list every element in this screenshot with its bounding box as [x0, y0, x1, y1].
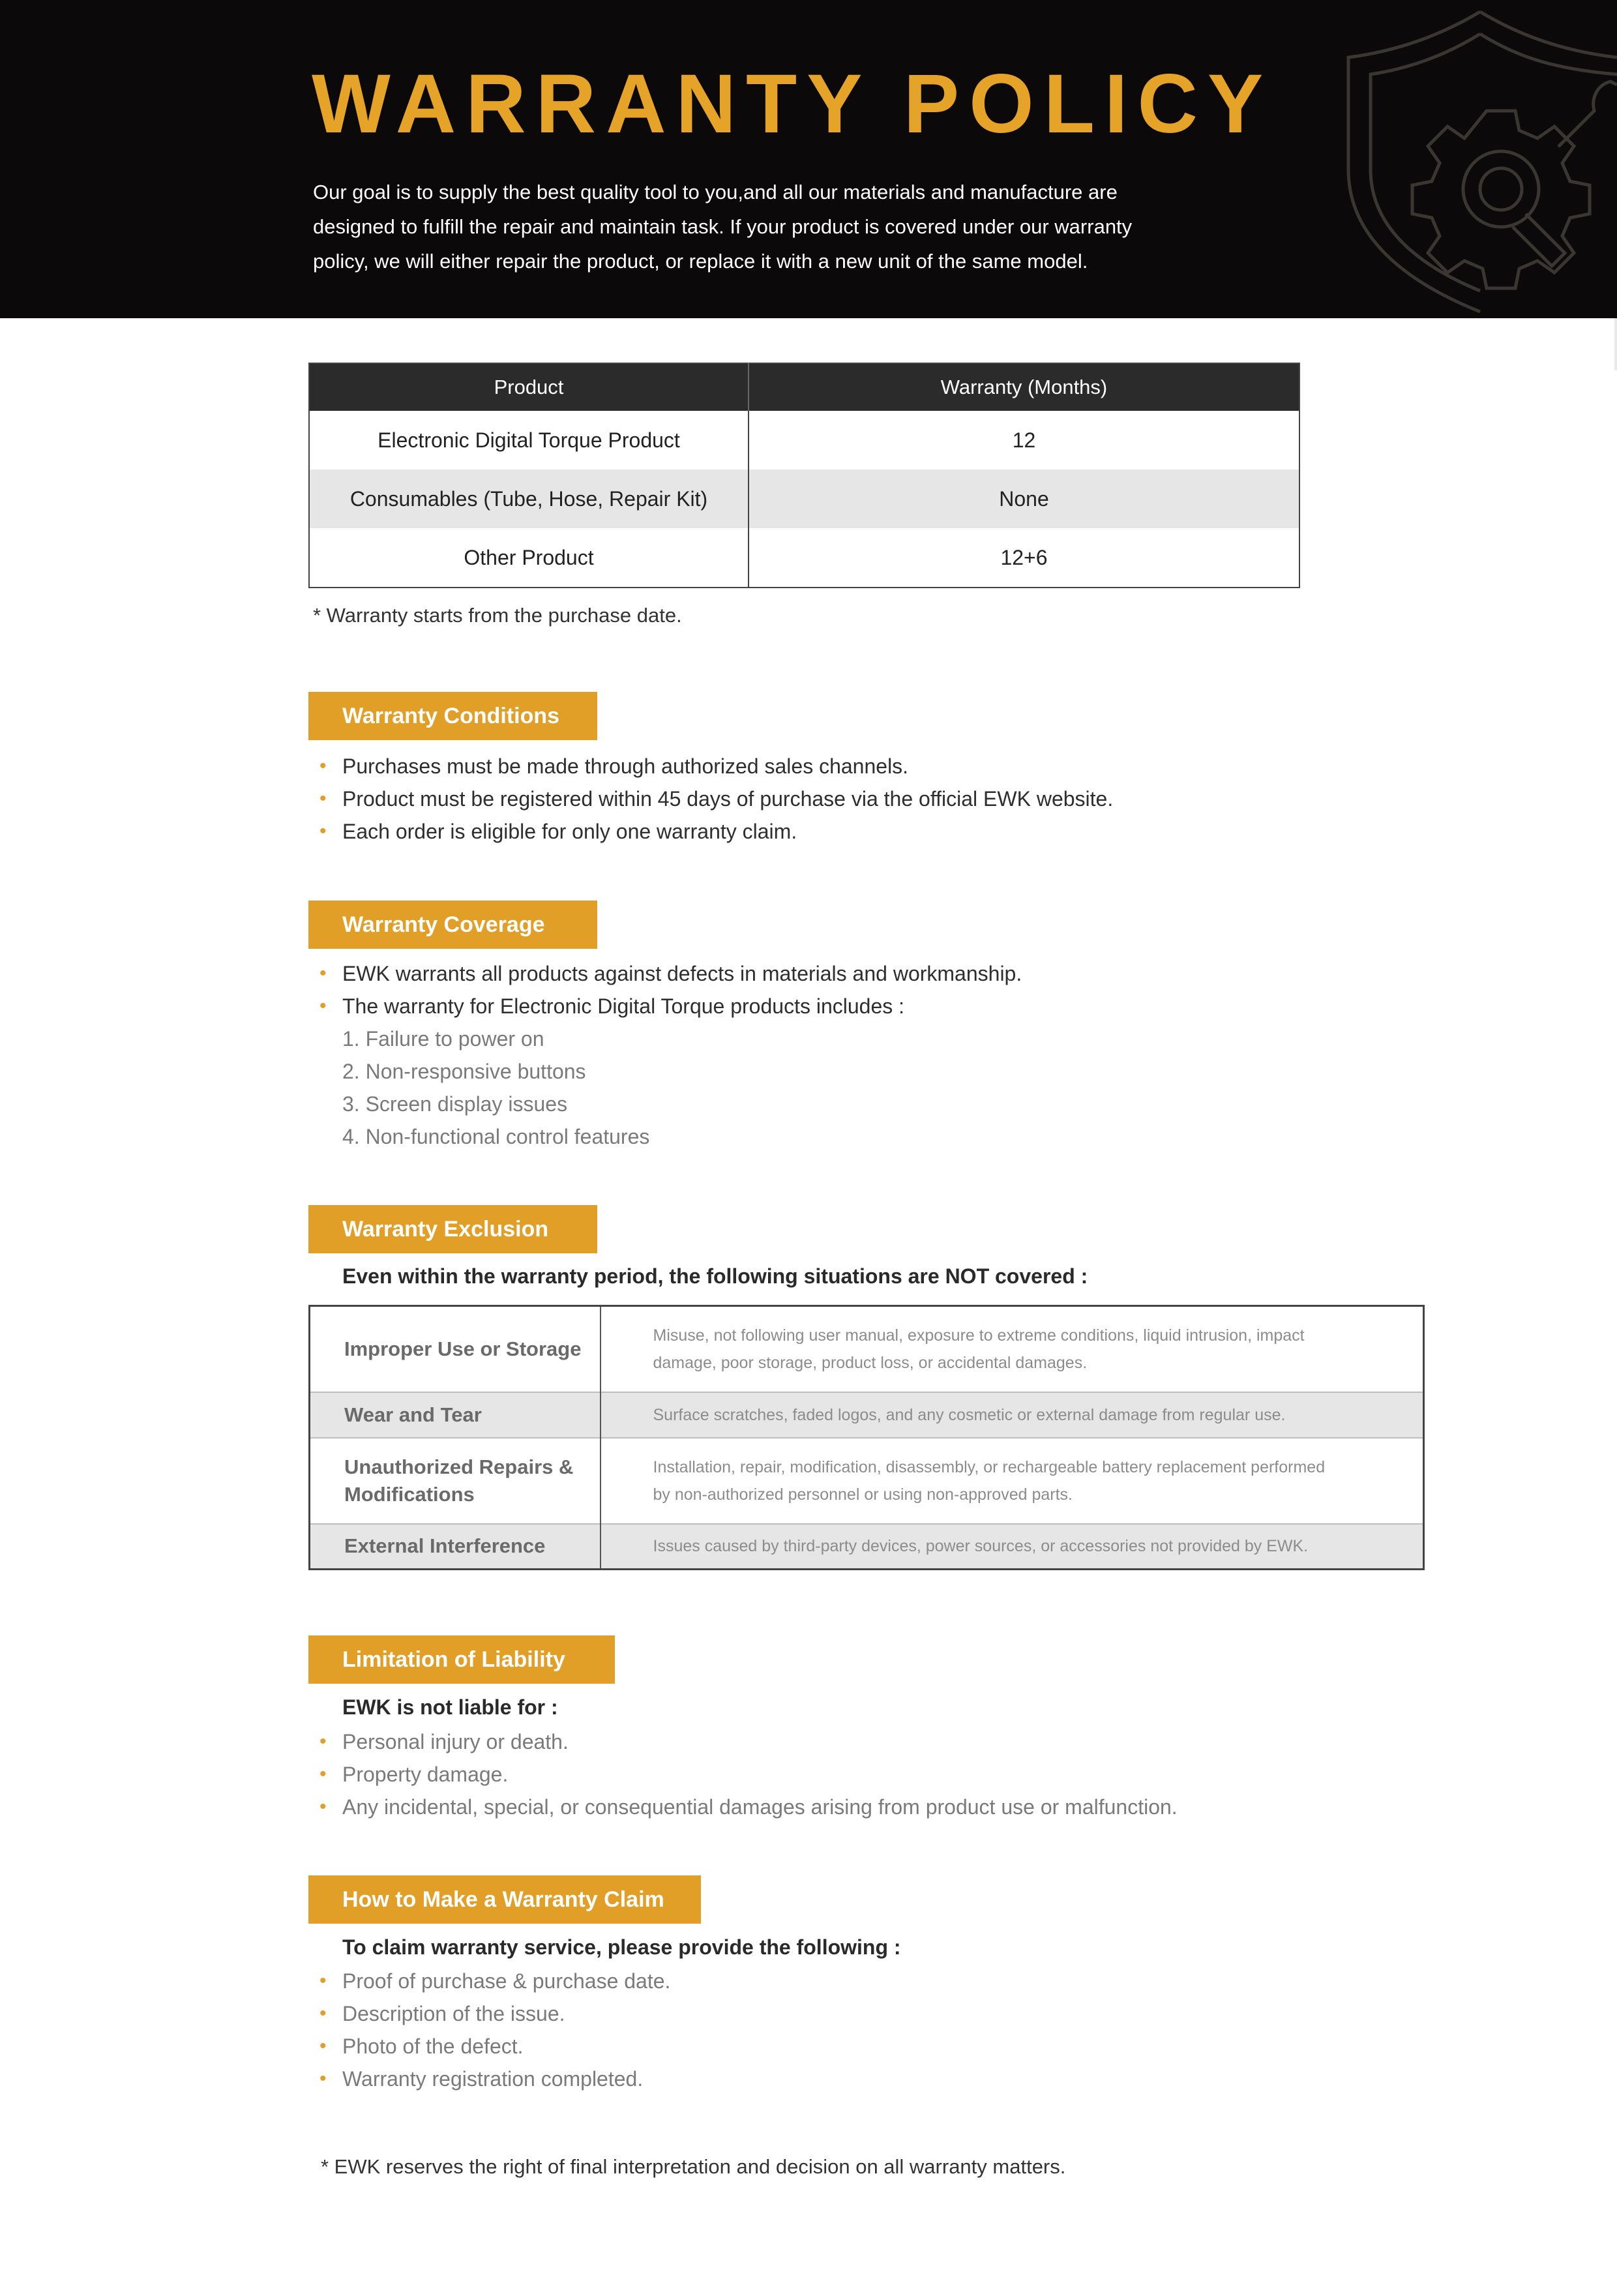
header-banner	[0, 0, 1617, 318]
section-heading-conditions: Warranty Conditions	[308, 692, 597, 740]
months-cell: 12	[1012, 428, 1036, 452]
list-item: • Product must be registered within 45 days of purchase via the official EWK website.	[319, 783, 1113, 815]
list-item: • Each order is eligible for only one warranty claim.	[319, 815, 1113, 848]
list-item: • Photo of the defect.	[319, 2030, 670, 2063]
list-item: • Property damage.	[319, 1758, 1178, 1791]
table-row	[310, 1306, 1424, 1392]
table-row	[310, 1438, 1424, 1524]
months-cell: 12+6	[1000, 545, 1048, 569]
exclusion-lead: Even within the warranty period, the following situations are NOT covered :	[342, 1264, 1088, 1288]
list-item: • The warranty for Electronic Digital Torque products includes :	[319, 990, 1022, 1022]
page-edge	[1614, 318, 1617, 370]
section-heading-claim: How to Make a Warranty Claim	[308, 1875, 701, 1924]
table-row	[309, 470, 1299, 528]
column-header-warranty: Warranty (Months)	[749, 363, 1299, 411]
exclusion-value: Misuse, not following user manual, exposure to extreme conditions, liquid intrusion, impact damage, poor storage, product loss, or accidental damages.	[653, 1326, 1305, 1372]
exclusion-value: Installation, repair, modification, disassembly, or rechargeable battery replacement performed by non-authorized personnel or using non-approved parts.	[653, 1457, 1326, 1504]
list-item: • EWK warrants all products against defects in materials and workmanship.	[319, 957, 1022, 990]
intro-text: Our goal is to supply the best quality tool to you,and all our materials and manufacture are designed to fulfill the repair and maintain task. If your product is covered under our warranty policy, we will either repair the product, or replace it with a new unit of the same model.	[313, 181, 1133, 273]
months-cell: None	[749, 470, 1299, 528]
product-cell: Other Product	[309, 528, 749, 588]
list-item: 3. Screen display issues	[342, 1092, 568, 1116]
list-item: • Purchases must be made through authorized sales channels.	[319, 750, 1113, 783]
conditions-list	[319, 750, 1113, 848]
list-item: • Warranty registration completed.	[319, 2063, 670, 2095]
exclusion-key: Improper Use or Storage	[310, 1306, 601, 1392]
table-row	[309, 411, 1299, 470]
list-item: • Description of the issue.	[319, 1997, 670, 2030]
liability-lead: EWK is not liable for :	[342, 1695, 558, 1719]
column-header-product: Product	[309, 363, 749, 411]
product-cell: Electronic Digital Torque Product	[309, 411, 749, 470]
section-heading-exclusion: Warranty Exclusion	[308, 1205, 597, 1253]
exclusion-key: Wear and Tear	[310, 1392, 601, 1438]
product-cell: Consumables (Tube, Hose, Repair Kit)	[309, 470, 749, 528]
list-item: 1. Failure to power on	[342, 1027, 544, 1051]
list-item: • Personal injury or death.	[319, 1725, 1178, 1758]
exclusion-key: Unauthorized Repairs & Modifications	[310, 1438, 601, 1524]
claim-list	[319, 1965, 670, 2095]
table-row	[310, 1524, 1424, 1570]
table-row	[309, 528, 1299, 588]
page-title: WARRANTY POLICY	[312, 57, 1273, 151]
coverage-sub-list	[342, 1022, 649, 1153]
exclusion-key: External Interference	[310, 1524, 601, 1570]
coverage-list	[319, 957, 1022, 1022]
section-heading-liability: Limitation of Liability	[308, 1635, 615, 1684]
list-item: 2. Non-responsive buttons	[342, 1060, 586, 1083]
shield-gear-wrench-icon	[1330, 7, 1617, 313]
footer-note: * EWK reserves the right of final interpretation and decision on all warranty matters.	[321, 2155, 1066, 2178]
list-item: • Proof of purchase & purchase date.	[319, 1965, 670, 1997]
warranty-start-note: * Warranty starts from the purchase date.	[313, 604, 682, 627]
table-row	[310, 1392, 1424, 1438]
exclusion-table	[308, 1305, 1425, 1570]
claim-lead: To claim warranty service, please provide the following :	[342, 1935, 901, 1959]
warranty-period-table	[308, 363, 1300, 588]
exclusion-value: Surface scratches, faded logos, and any cosmetic or external damage from regular use.	[601, 1392, 1424, 1438]
section-heading-coverage: Warranty Coverage	[308, 901, 597, 949]
list-item: • Any incidental, special, or consequential damages arising from product use or malfunction.	[319, 1791, 1178, 1823]
liability-list	[319, 1725, 1178, 1823]
exclusion-value: Issues caused by third-party devices, power sources, or accessories not provided by EWK.	[601, 1524, 1424, 1570]
list-item: 4. Non-functional control features	[342, 1125, 650, 1148]
